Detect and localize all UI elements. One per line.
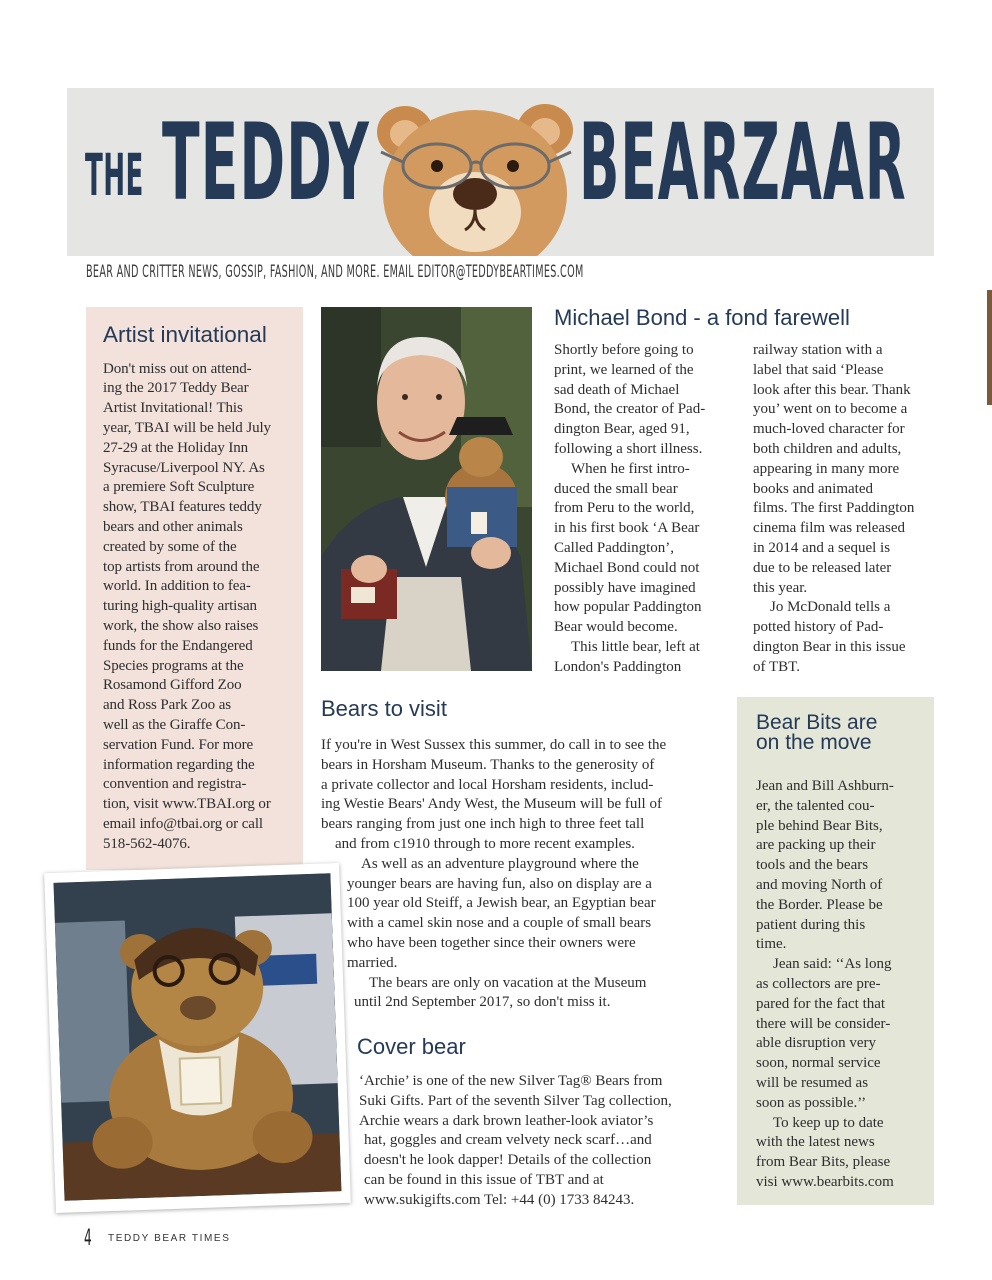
michael-bond-line: this year. xyxy=(753,579,808,596)
michael-bond-line: of TBT. xyxy=(753,658,800,675)
artist-invitational-line: year, TBAI will be held July xyxy=(103,420,271,437)
bear-bits-line: from Bear Bits, please xyxy=(756,1154,891,1171)
michael-bond-title: Michael Bond - a fond farewell xyxy=(554,305,850,330)
bears-to-visit-line: a private collector and local Horsham residents, includ- xyxy=(321,776,654,793)
michael-bond-line: from Peru to the world, xyxy=(554,500,695,517)
artist-invitational-line: and Ross Park Zoo as xyxy=(103,697,231,714)
michael-bond-line: due to be released later xyxy=(753,559,892,576)
bear-bits-line: there will be consider- xyxy=(756,1015,891,1032)
bears-to-visit-line: ing Westie Bears' Andy West, the Museum will be full of xyxy=(321,796,662,813)
bear-bits-line: patient during this xyxy=(756,916,866,933)
bear-bits-line: ple behind Bear Bits, xyxy=(756,817,883,834)
bear-bits-line: able disruption very xyxy=(756,1035,876,1052)
michael-bond-line: Jo McDonald tells a xyxy=(770,599,891,616)
bear-bits-line: visi www.bearbits.com xyxy=(756,1173,894,1190)
bear-bits-line: and moving North of xyxy=(756,876,883,893)
bears-to-visit-line: If you're in West Sussex this summer, do call in to see the xyxy=(321,737,667,753)
page-edge-mark xyxy=(987,290,992,405)
michael-bond-column-1 xyxy=(554,341,736,678)
bear-bits-line: er, the talented cou- xyxy=(756,797,875,814)
cover-bear-line: doesn't he look dapper! Details of the collection xyxy=(364,1152,652,1169)
michael-bond-line: possibly have imagined xyxy=(554,579,696,596)
michael-bond-line: how popular Paddington xyxy=(554,599,702,616)
bears-to-visit-line: 100 year old Steiff, a Jewish bear, an Egyptian bear xyxy=(347,895,656,912)
artist-invitational-line: information regarding the xyxy=(103,756,255,773)
bear-bits-line: with the latest news xyxy=(756,1134,875,1151)
bear-bits-line: Jean said: ‘‘As long xyxy=(773,956,892,973)
artist-invitational-body xyxy=(103,360,289,855)
masthead-tagline: BEAR AND CRITTER NEWS, GOSSIP, FASHION, AND MORE. EMAIL EDITOR@TEDDYBEARTIMES.COM xyxy=(86,262,584,282)
bear-face-icon xyxy=(367,94,582,256)
artist-invitational-line: Rosamond Gifford Zoo xyxy=(103,677,242,694)
bear-bits-line: will be resumed as xyxy=(756,1074,869,1091)
michael-bond-line: Bond, the creator of Pad- xyxy=(554,401,706,418)
bears-to-visit-line: younger bears are having fun, also on display are a xyxy=(347,875,652,892)
bears-to-visit-title: Bears to visit xyxy=(321,696,447,721)
bear-bits-line: are packing up their xyxy=(756,837,876,854)
michael-bond-line: potted history of Pad- xyxy=(753,619,884,636)
michael-bond-line: dington Bear, aged 91, xyxy=(554,421,690,438)
artist-invitational-line: bears and other animals xyxy=(103,519,243,535)
bears-to-visit-line: bears in Horsham Museum. Thanks to the generosity of xyxy=(321,756,655,773)
bear-bits-line: pared for the fact that xyxy=(756,995,886,1012)
artist-invitational-title: Artist invitational xyxy=(103,322,267,347)
michael-bond-line: in 2014 and a sequel is xyxy=(753,539,891,556)
photo-bond xyxy=(321,307,532,671)
michael-bond-line: railway station with a xyxy=(753,342,883,358)
artist-invitational-line: Syracuse/Liverpool NY. As xyxy=(103,459,265,476)
bear-bits-title-line1: Bear Bits are xyxy=(756,711,878,734)
artist-invitational-line: Artist Invitational! This xyxy=(103,400,243,417)
michael-bond-line: films. The first Paddington xyxy=(753,500,915,517)
michael-bond-line: much-loved character for xyxy=(753,421,905,438)
bears-to-visit-line: The bears are only on vacation at the Museum xyxy=(369,974,647,991)
michael-bond-line: sad death of Michael xyxy=(554,381,680,398)
michael-bond-line: This little bear, left at xyxy=(571,638,700,655)
cover-bear-line: Archie wears a dark brown leather-look aviator’s xyxy=(359,1112,654,1129)
bear-bits-title-line2: on the move xyxy=(756,731,872,754)
artist-invitational-box xyxy=(86,307,303,870)
bear-bits-line: To keep up to date xyxy=(773,1114,884,1131)
bears-to-visit-line: with a camel skin nose and a couple of small bears xyxy=(347,915,652,932)
masthead-word-teddy: TEDDY xyxy=(162,101,370,224)
michael-bond-line: you’ went on to become a xyxy=(753,401,908,418)
michael-bond-line: books and animated xyxy=(753,480,873,497)
bears-to-visit-line: who have been together since their owners were xyxy=(347,934,636,951)
michael-bond-line: following a short illness. xyxy=(554,440,703,457)
masthead-word-bearzaar: BEARZAAR xyxy=(579,101,907,224)
artist-invitational-line: work, the show also raises xyxy=(103,617,259,634)
michael-bond-line: When he first intro- xyxy=(571,460,690,477)
artist-invitational-line: turing high-quality artisan xyxy=(103,598,257,615)
bears-to-visit-line: and from c1910 through to more recent examples. xyxy=(335,835,635,852)
bear-bits-line: time. xyxy=(756,936,787,953)
publication-name: TEDDY BEAR TIMES xyxy=(108,1233,231,1244)
cover-bear-body xyxy=(359,1072,711,1211)
cover-bear-line: ‘Archie’ is one of the new Silver Tag® Bears from xyxy=(359,1073,663,1089)
michael-bond-column-2 xyxy=(753,341,935,678)
masthead-banner xyxy=(67,88,934,256)
artist-invitational-line: Species programs at the xyxy=(103,657,244,674)
artist-invitational-line: top artists from around the xyxy=(103,558,260,575)
artist-invitational-line: a premiere Soft Sculpture xyxy=(103,479,255,496)
artist-invitational-line: convention and registra- xyxy=(103,776,247,793)
artist-invitational-line: created by some of the xyxy=(103,538,237,555)
bears-to-visit-line: until 2nd September 2017, so don't miss it. xyxy=(354,994,611,1011)
michael-bond-line: Shortly before going to xyxy=(554,342,694,358)
michael-bond-line: Bear would become. xyxy=(554,619,678,636)
page-number: 4 xyxy=(84,1226,92,1251)
bear-bits-line: soon, normal service xyxy=(756,1055,881,1072)
michael-bond-line: London's Paddington xyxy=(554,658,682,675)
artist-invitational-line: email info@tbai.org or call xyxy=(103,815,263,832)
michael-bond-line: in his first book ‘A Bear xyxy=(554,520,700,537)
bear-bits-line: as collectors are pre- xyxy=(756,975,881,992)
michael-bond-line: Michael Bond could not xyxy=(554,559,700,576)
michael-bond-line: appearing in many more xyxy=(753,460,900,477)
michael-bond-line: look after this bear. Thank xyxy=(753,381,911,398)
artist-invitational-line: tion, visit www.TBAI.org or xyxy=(103,796,271,813)
cover-bear-line: Suki Gifts. Part of the seventh Silver Tag collection, xyxy=(359,1092,672,1109)
bears-to-visit-line: As well as an adventure playground where the xyxy=(361,855,639,872)
bear-bits-body xyxy=(756,777,922,1193)
artist-invitational-line: ing the 2017 Teddy Bear xyxy=(103,380,249,397)
bear-bits-line: Jean and Bill Ashburn- xyxy=(756,778,894,794)
photo-archie-frame xyxy=(44,863,351,1213)
archie-bear-photo-icon xyxy=(54,873,342,1200)
cover-bear-line: www.sukigifts.com Tel: +44 (0) 1733 84243. xyxy=(364,1191,635,1208)
photo-archie xyxy=(54,873,342,1200)
michael-bond-photo-icon xyxy=(321,307,532,671)
bear-bits-box xyxy=(737,697,934,1205)
bears-to-visit-line: married. xyxy=(347,954,398,971)
michael-bond-line: Called Paddington’, xyxy=(554,539,674,556)
artist-invitational-line: well as the Giraffe Con- xyxy=(103,716,246,733)
michael-bond-line: print, we learned of the xyxy=(554,361,694,378)
masthead-word-the: THE xyxy=(85,141,144,209)
cover-bear-line: can be found in this issue of TBT and at xyxy=(364,1171,604,1188)
cover-bear-line: hat, goggles and cream velvety neck scarf…and xyxy=(364,1132,652,1149)
michael-bond-line: both children and adults, xyxy=(753,440,902,457)
artist-invitational-line: 27-29 at the Holiday Inn xyxy=(103,439,249,456)
bears-to-visit-body xyxy=(321,736,717,1013)
artist-invitational-line: show, TBAI features teddy xyxy=(103,499,262,516)
artist-invitational-line: world. In addition to fea- xyxy=(103,578,251,595)
cover-bear-title: Cover bear xyxy=(357,1034,466,1059)
bears-to-visit-line: bears ranging from just one inch high to three feet tall xyxy=(321,816,645,833)
michael-bond-line: duced the small bear xyxy=(554,480,678,497)
artist-invitational-line: Don't miss out on attend- xyxy=(103,360,252,377)
bear-bits-line: tools and the bears xyxy=(756,857,869,874)
michael-bond-line: cinema film was released xyxy=(753,520,906,537)
artist-invitational-line: funds for the Endangered xyxy=(103,637,253,654)
michael-bond-line: label that said ‘Please xyxy=(753,361,884,378)
artist-invitational-line: servation Fund. For more xyxy=(103,736,254,753)
bear-bits-line: soon as possible.’’ xyxy=(756,1094,867,1111)
bear-bits-line: the Border. Please be xyxy=(756,896,883,913)
artist-invitational-line: 518-562-4076. xyxy=(103,835,191,852)
michael-bond-line: dington Bear in this issue xyxy=(753,638,906,655)
bear-bits-title xyxy=(756,713,922,753)
